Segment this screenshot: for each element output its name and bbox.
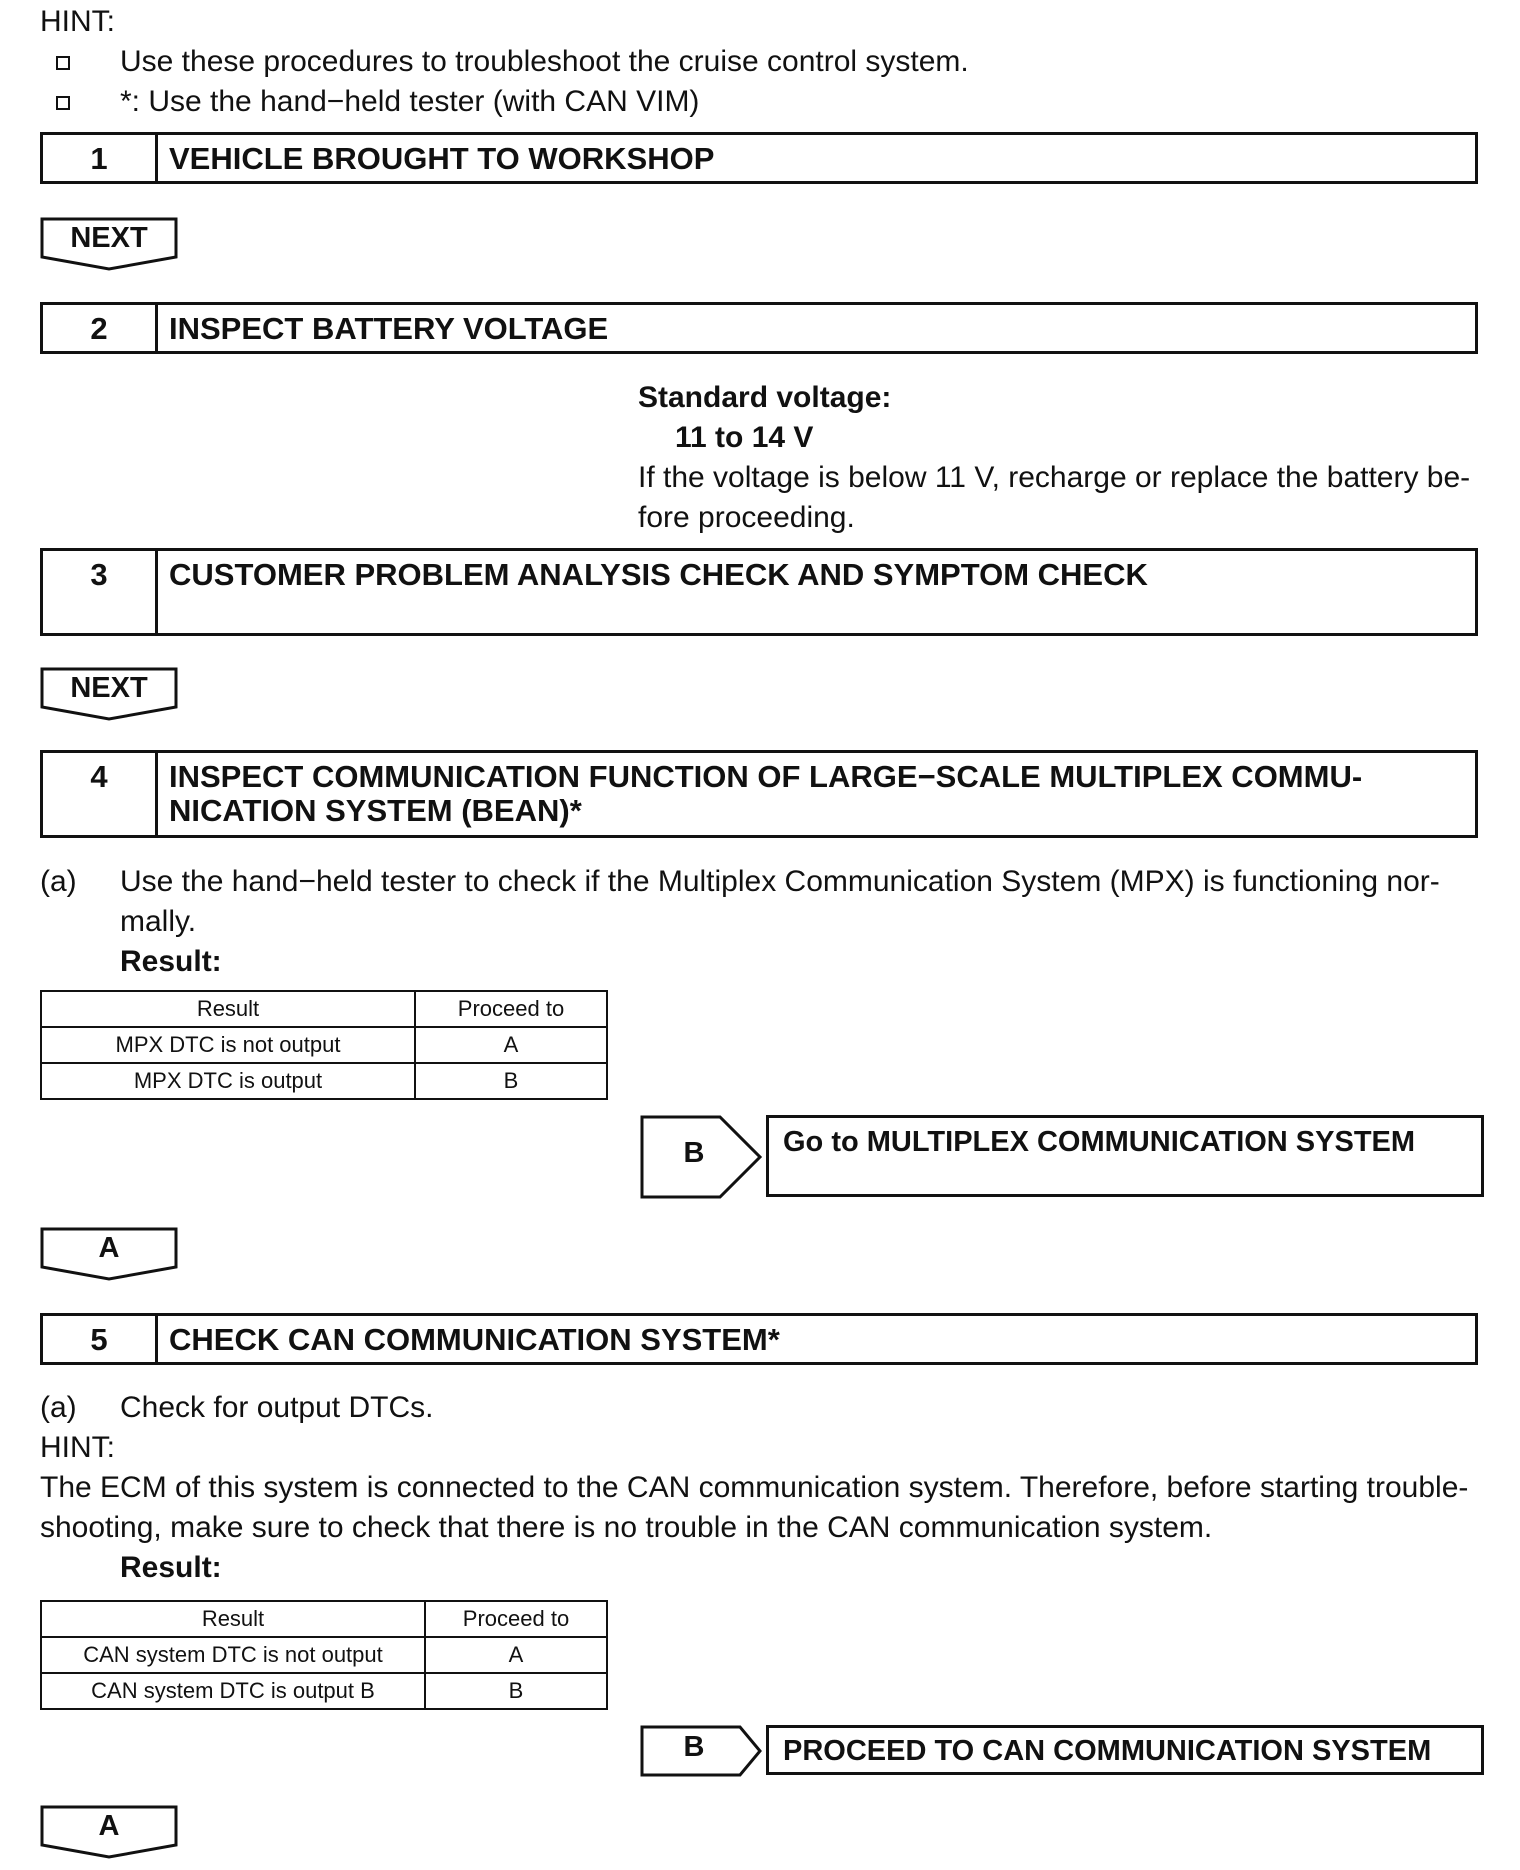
- table-header: Proceed to: [425, 1601, 607, 1637]
- step-4-header: [40, 750, 1478, 838]
- step-title: CHECK CAN COMMUNICATION SYSTEM*: [169, 1322, 780, 1357]
- table-cell: MPX DTC is not output: [41, 1027, 415, 1063]
- step-marker: (a): [40, 1391, 77, 1424]
- step-instruction: mally.: [120, 905, 197, 938]
- hint-label: HINT:: [40, 5, 115, 38]
- step-title-line: NICATION SYSTEM (BEAN)*: [169, 793, 582, 828]
- step-number: 1: [43, 135, 158, 181]
- table-header: Result: [41, 1601, 425, 1637]
- standard-voltage-label: Standard voltage:: [638, 381, 892, 414]
- branch-destination: Go to MULTIPLEX COMMUNICATION SYSTEM: [766, 1115, 1484, 1197]
- branch-label: B: [683, 1137, 705, 1169]
- step-title: [169, 753, 1465, 828]
- hint-item: *: Use the hand−held tester (with CAN VIM): [120, 85, 700, 118]
- bullet-icon: [56, 96, 70, 110]
- table-cell: CAN system DTC is not output: [41, 1637, 425, 1673]
- hint-text: shooting, make sure to check that there is no trouble in the CAN communication system.: [40, 1511, 1213, 1544]
- result-table: [40, 1600, 608, 1710]
- table-cell: MPX DTC is output: [41, 1063, 415, 1099]
- step-2-header: [40, 302, 1478, 354]
- branch-label: B: [683, 1731, 705, 1763]
- table-cell: CAN system DTC is output B: [41, 1673, 425, 1709]
- step-title-line: INSPECT COMMUNICATION FUNCTION OF LARGE−SCALE MULTIPLEX COMMU-: [169, 759, 1363, 794]
- step-number: 2: [43, 305, 158, 351]
- next-tag: [40, 667, 178, 721]
- next-tag: [40, 217, 178, 271]
- table-header-row: [41, 1601, 607, 1637]
- result-table: [40, 990, 608, 1100]
- result-label: Result:: [120, 945, 222, 978]
- table-cell: A: [415, 1027, 607, 1063]
- hint-text: The ECM of this system is connected to the CAN communication system. Therefore, before starting trouble-: [40, 1471, 1469, 1504]
- table-row: [41, 1637, 607, 1673]
- table-row: [41, 1063, 607, 1099]
- step-title: VEHICLE BROUGHT TO WORKSHOP: [169, 141, 715, 176]
- step-5-header: [40, 1313, 1478, 1365]
- branch-a-tag: [40, 1805, 178, 1859]
- table-cell: A: [425, 1637, 607, 1673]
- table-row: [41, 1673, 607, 1709]
- step-instruction: Use the hand−held tester to check if the Multiplex Communication System (MPX) is functioning nor-: [120, 865, 1440, 898]
- step-title: INSPECT BATTERY VOLTAGE: [169, 311, 609, 346]
- step-title: CUSTOMER PROBLEM ANALYSIS CHECK AND SYMPTOM CHECK: [169, 557, 1148, 592]
- step-3-header: [40, 548, 1478, 636]
- result-label: Result:: [120, 1551, 222, 1584]
- table-header-row: [41, 991, 607, 1027]
- step-instruction: Check for output DTCs.: [120, 1391, 434, 1424]
- step-number: 5: [43, 1316, 158, 1362]
- hint-item: Use these procedures to troubleshoot the cruise control system.: [120, 45, 969, 78]
- bullet-icon: [56, 56, 70, 70]
- step-number: 3: [43, 551, 158, 633]
- step-1-header: [40, 132, 1478, 184]
- step-marker: (a): [40, 865, 77, 898]
- branch-destination: PROCEED TO CAN COMMUNICATION SYSTEM: [766, 1725, 1484, 1775]
- table-cell: B: [425, 1673, 607, 1709]
- table-header: Proceed to: [415, 991, 607, 1027]
- branch-a-label: A: [98, 1232, 120, 1264]
- step-number: 4: [43, 753, 158, 835]
- table-row: [41, 1027, 607, 1063]
- hint-label: HINT:: [40, 1431, 115, 1464]
- table-cell: B: [415, 1063, 607, 1099]
- branch-b: [640, 1725, 1484, 1777]
- next-label: NEXT: [70, 672, 148, 704]
- next-label: NEXT: [70, 222, 148, 254]
- table-header: Result: [41, 991, 415, 1027]
- battery-note: If the voltage is below 11 V, recharge or replace the battery be-: [638, 461, 1471, 494]
- standard-voltage-value: 11 to 14 V: [675, 421, 814, 454]
- branch-a-label: A: [98, 1810, 120, 1842]
- battery-note: fore proceeding.: [638, 501, 855, 534]
- branch-a-tag: [40, 1227, 178, 1281]
- branch-b: [640, 1115, 1484, 1199]
